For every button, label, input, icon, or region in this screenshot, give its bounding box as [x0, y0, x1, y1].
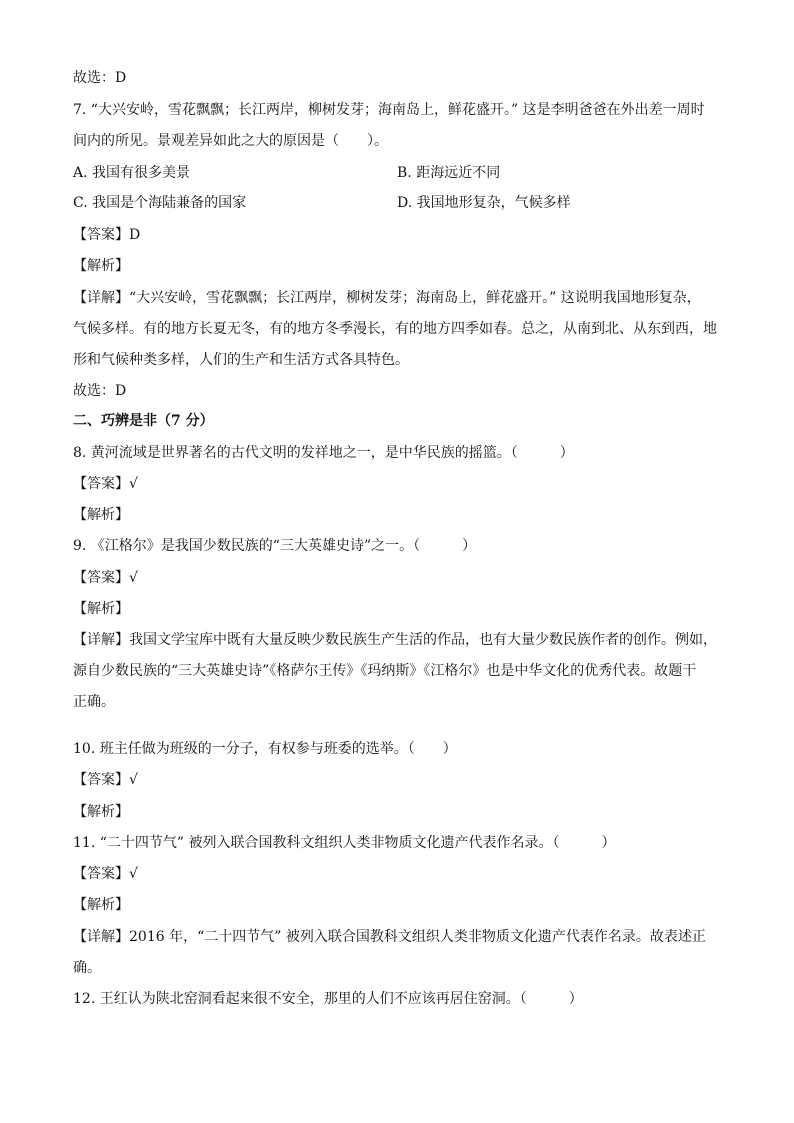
question-7-text: 7. “大兴安岭，雪花飘飘；长江两岸，柳树发芽；海南岛上，鲜花盛开。” 这是李明爸爸在外出差一周时: [73, 102, 705, 118]
explanation-11-cont: 确。: [73, 960, 101, 976]
explanation-9-cont: 正确。: [73, 694, 115, 710]
option-b: B. 距海远近不同: [397, 165, 501, 181]
conclusion-line: 故选：D: [73, 383, 127, 399]
explanation-9: 【详解】我国文学宝库中既有大量反映少数民族生产生活的作品，也有大量少数民族作者的创作。例如，: [73, 632, 717, 648]
analysis-9-label: 【解析】: [73, 601, 129, 617]
question-10-text: 10. 班主任做为班级的一分子，有权参与班委的选举。（ ）: [73, 741, 457, 757]
analysis-11-label: 【解析】: [73, 897, 129, 913]
option-d: D. 我国地形复杂，气候多样: [397, 195, 571, 211]
option-c: C. 我国是个海陆兼备的国家: [73, 195, 247, 211]
answer-8: 【答案】√: [73, 476, 138, 492]
answer-9: 【答案】√: [73, 570, 138, 586]
question-12-text: 12. 王红认为陕北窑洞看起来很不安全，那里的人们不应该再居住窑洞。（ ）: [73, 991, 583, 1007]
analysis-8-label: 【解析】: [73, 507, 129, 523]
question-7-text-cont: 间内的所见。景观差异如此之大的原因是（ ）。: [73, 133, 388, 149]
explanation-9-cont: 源自少数民族的“三大英雄史诗”《格萨尔王传》《玛纳斯》《江格尔》也是中华文化的优秀代表。故题干: [73, 663, 697, 679]
explanation-7: 【详解】“大兴安岭，雪花飘飘；长江两岸，柳树发芽；海南岛上，鲜花盛开。” 这说明我国地形复杂，: [73, 290, 701, 306]
explanation-11: 【详解】2016 年，“二十四节气” 被列入联合国教科文组织人类非物质文化遗产代表作名录。故表述正: [73, 929, 706, 945]
question-8-text: 8. 黄河流域是世界著名的古代文明的发祥地之一，是中华民族的摇篮。（ ）: [73, 445, 574, 461]
section-heading: 二、巧辨是非（7 分）: [73, 413, 214, 429]
explanation-7-cont: 气候多样。有的地方长夏无冬，有的地方冬季漫长，有的地方四季如春。总之，从南到北、从东到西，地: [73, 321, 717, 337]
explanation-7-cont: 形和气候种类多样，人们的生产和生活方式各具特色。: [73, 352, 409, 368]
analysis-10-label: 【解析】: [73, 804, 129, 820]
question-11-text: 11. “二十四节气” 被列入联合国教科文组织人类非物质文化遗产代表作名录。（ ）: [73, 835, 616, 851]
answer-7: 【答案】D: [73, 227, 141, 243]
option-a: A. 我国有很多美景: [73, 165, 191, 181]
answer-10: 【答案】√: [73, 772, 138, 788]
analysis-7-label: 【解析】: [73, 258, 129, 274]
conclusion-line: 故选：D: [73, 70, 127, 86]
question-9-text: 9. 《江格尔》是我国少数民族的“三大英雄史诗”之一。（ ）: [73, 538, 477, 554]
answer-11: 【答案】√: [73, 866, 138, 882]
